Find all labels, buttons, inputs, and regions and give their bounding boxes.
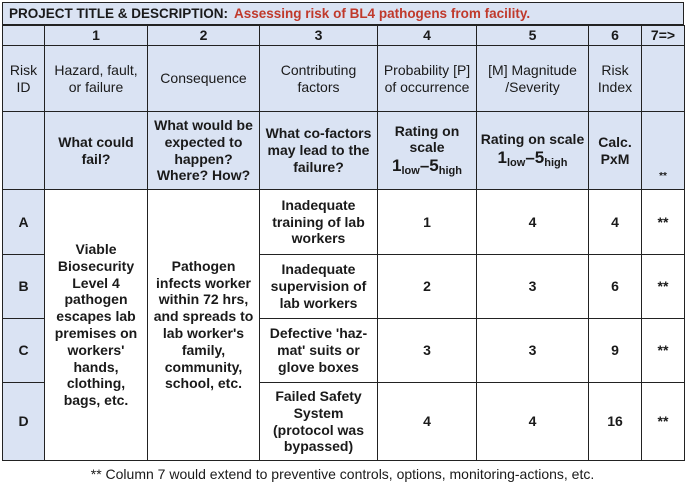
header-contributing-factors: Contributing factors [260, 46, 378, 112]
col7-cell: ** [642, 319, 685, 383]
col-num-1: 1 [45, 26, 148, 46]
risk-index-cell: 9 [589, 319, 642, 383]
question-hazard: What could fail? [45, 112, 148, 190]
question-blank [3, 112, 45, 190]
risk-assessment-table [2, 2, 684, 461]
title-label: PROJECT TITLE & DESCRIPTION: [9, 6, 229, 21]
col-num-5: 5 [477, 26, 589, 46]
header-probability: Probability [P] of occurrence [378, 46, 477, 112]
question-calc: Calc. PxM [589, 112, 642, 190]
question-magnitude [477, 112, 589, 190]
col-num-4: 4 [378, 26, 477, 46]
col-num-6: 6 [589, 26, 642, 46]
header-risk-id: Risk ID [3, 46, 45, 112]
question-factors: What co-factors may lead to the failure? [260, 112, 378, 190]
header-row [3, 46, 685, 112]
probability-rating-label: Rating on scale [394, 122, 460, 156]
col7-cell: ** [642, 255, 685, 319]
factor-cell: Defective 'haz-mat' suits or glove boxes [260, 319, 378, 383]
magnitude-cell: 4 [477, 190, 589, 255]
probability-scale: $1_{low}-5_{high}$ [392, 156, 462, 178]
col7-cell: ** [642, 190, 685, 255]
risk-index-cell: 4 [589, 190, 642, 255]
factor-cell: Inadequate supervision of lab workers [260, 255, 378, 319]
probability-cell: 3 [378, 319, 477, 383]
factor-cell: Failed Safety System (protocol was bypassed) [260, 383, 378, 461]
question-probability [378, 112, 477, 190]
header-consequence: Consequence [148, 46, 260, 112]
col-num-2: 2 [148, 26, 260, 46]
magnitude-rating-label: Rating on scale [480, 131, 585, 147]
row-id: C [3, 319, 45, 383]
header-risk-index: Risk Index [589, 46, 642, 112]
header-col7-blank [642, 46, 685, 112]
risk-table [2, 25, 685, 461]
table-row [3, 190, 685, 255]
row-id: A [3, 190, 45, 255]
risk-index-cell: 16 [589, 383, 642, 461]
magnitude-cell: 3 [477, 255, 589, 319]
col-num-7: 7=> [642, 26, 685, 46]
col-num-3: 3 [260, 26, 378, 46]
question-consequence: What would be expected to happen? Where? How? [148, 112, 260, 190]
question-row [3, 112, 685, 190]
factor-cell: Inadequate training of lab workers [260, 190, 378, 255]
magnitude-cell: 4 [477, 383, 589, 461]
row-id: B [3, 255, 45, 319]
col7-cell: ** [642, 383, 685, 461]
footnote: ** Column 7 would extend to preventive controls, options, monitoring-actions, etc. [90, 466, 595, 482]
magnitude-cell: 3 [477, 319, 589, 383]
column-number-row [3, 26, 685, 46]
header-hazard: Hazard, fault, or failure [45, 46, 148, 112]
col-num-blank [3, 26, 45, 46]
probability-cell: 1 [378, 190, 477, 255]
risk-index-cell: 6 [589, 255, 642, 319]
probability-cell: 4 [378, 383, 477, 461]
row-id: D [3, 383, 45, 461]
title-description: Assessing risk of BL4 pathogens from facility. [234, 6, 531, 21]
magnitude-scale: $1_{low}-5_{high}$ [497, 147, 568, 169]
consequence-cell: Pathogen infects worker within 72 hrs, and spreads to lab worker's family, community, school, etc. [148, 190, 260, 461]
hazard-cell: Viable Biosecurity Level 4 pathogen escapes lab premises on workers' hands, clothing, bags, etc. [45, 190, 148, 461]
probability-cell: 2 [378, 255, 477, 319]
title-bar [2, 2, 684, 25]
header-magnitude: [M] Magnitude /Severity [477, 46, 589, 112]
question-col7: ** [642, 112, 685, 190]
